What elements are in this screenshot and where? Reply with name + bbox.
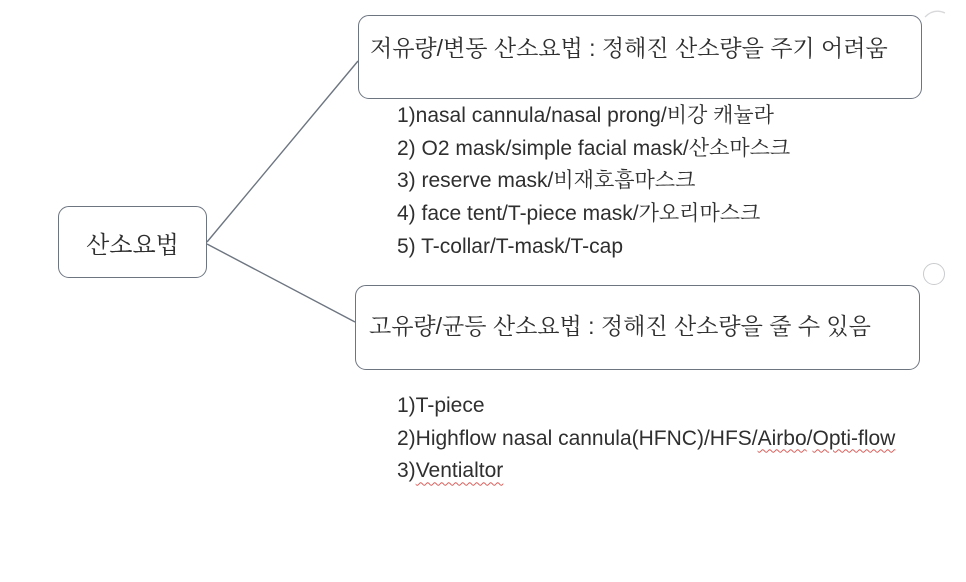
list-item: [397, 231, 790, 264]
list-item: [397, 198, 790, 231]
text-segment: 5) T-collar/T-mask/T-cap: [397, 234, 623, 258]
text-segment: 1)nasal cannula/nasal prong/비강 캐뉼라: [397, 104, 774, 127]
connector-root-to-low-flow: [207, 61, 358, 242]
list-item: [397, 423, 895, 456]
list-item: [397, 165, 790, 198]
shape-handle-circle[interactable]: [923, 263, 945, 285]
misspelled-word: Opti-flow: [812, 426, 896, 450]
text-segment: 3) reserve mask/비재호흡마스크: [397, 169, 696, 193]
branch-node-low-flow[interactable]: [358, 15, 922, 99]
root-node-oxygen-therapy[interactable]: [58, 206, 207, 278]
text-segment: 2)Highflow nasal cannula(HFNC)/HFS/: [397, 426, 758, 450]
root-node-label: 산소요법: [86, 231, 179, 259]
text-segment: 3): [397, 459, 416, 483]
misspelled-word: Ventialtor: [415, 459, 504, 483]
low-flow-item-list[interactable]: [397, 100, 790, 264]
connector-root-to-high-flow: [207, 244, 355, 322]
text-segment: 4) face tent/T-piece mask/가오리마스크: [397, 202, 761, 226]
branch-title-high-flow: 고유량/균등 산소요법 : 정해진 산소량을 줄 수 있음: [369, 313, 871, 339]
misspelled-word: Airbo: [757, 426, 807, 450]
list-item: [397, 133, 790, 166]
branch-node-high-flow[interactable]: [355, 285, 920, 370]
text-segment: 1)T-piece: [397, 394, 485, 417]
list-item: [397, 390, 895, 423]
text-segment: 2) O2 mask/simple facial mask/산소마스크: [397, 136, 791, 160]
branch-title-low-flow: 저유량/변동 산소요법 : 정해진 산소량을 주기 어려움: [370, 35, 888, 61]
text-segment: /: [806, 426, 813, 450]
high-flow-item-list[interactable]: [397, 390, 895, 488]
stray-mark: [925, 11, 945, 17]
list-item: [397, 100, 790, 133]
list-item: [397, 455, 895, 488]
